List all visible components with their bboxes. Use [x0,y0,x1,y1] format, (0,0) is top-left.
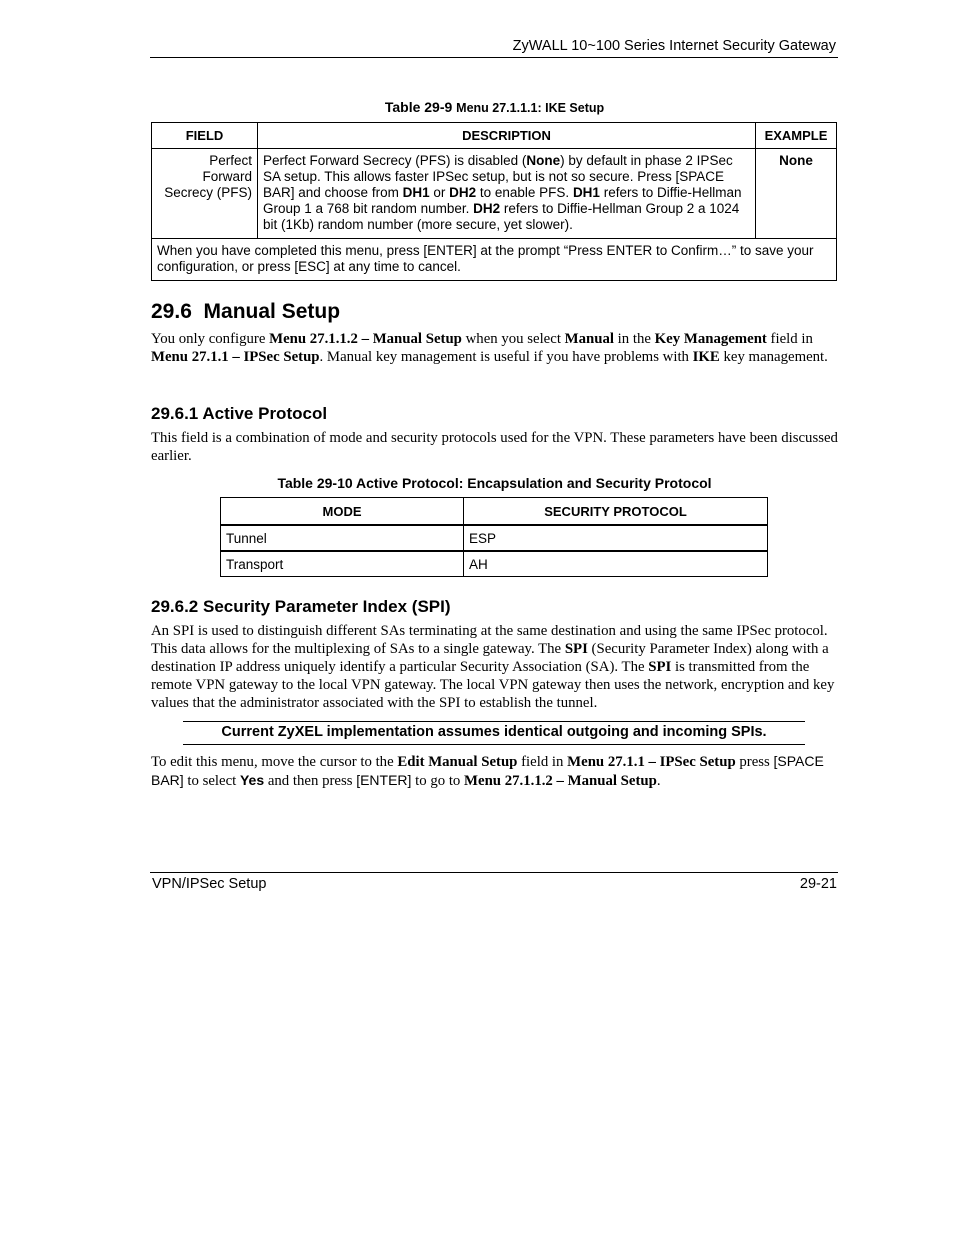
table1-header-field: FIELD [152,123,258,149]
table1-header-description: DESCRIPTION [258,123,756,149]
active-protocol-text: This field is a combination of mode and security protocols used for the VPN. These parameters have been discussed earlier. [151,430,838,464]
desc-text: or [429,185,450,200]
section-title: Manual Setup [203,300,341,323]
desc-text: ) by default in phase 2 IPSec SA setup. This allows faster IPSec setup, but is not so secure. Press [SPACE BAR] and choose from [263,153,733,200]
edit-text: press [735,754,774,770]
intro-text: when you select [461,331,565,347]
intro-bold: Key Management [654,331,767,347]
intro-text: key management. [719,349,828,365]
desc-bold: None [526,153,561,168]
table2-mode-cell: Transport [221,551,464,577]
table2-mode-cell: Tunnel [221,525,464,551]
edit-bold: Menu 27.1.1.2 – Manual Setup [464,773,657,789]
intro-text: You only configure [151,331,270,347]
footer-rule [150,872,838,873]
desc-text: Perfect Forward Secrecy (PFS) is disabled ( [263,153,527,168]
table2-header-mode: MODE [221,498,464,526]
spi-text-part: (Security Parameter Index) along with a destination IP address uniquely identify a particular Security Association (SA). The [151,641,829,675]
table1-description-cell [258,149,756,239]
edit-bold: Menu 27.1.1 – IPSec Setup [567,754,736,770]
table1-field-cell: Perfect Forward Secrecy (PFS) [152,149,258,239]
page-header-title: ZyWALL 10~100 Series Internet Security Gateway [512,38,836,54]
desc-text: refers to Diffie-Hellman Group 2 a 1024 bit (1Kb) random number (more secure, yet slower). [263,201,740,232]
section-heading [151,300,340,324]
table2-header-row [221,498,768,526]
edit-text: To edit this menu, move the cursor to the [151,754,398,770]
intro-bold: Menu 27.1.1 – IPSec Setup [151,349,320,365]
section-number: 29.6 [151,300,192,323]
table1-caption-rest: Menu 27.1.1.1: IKE Setup [456,101,605,115]
table-row [221,551,768,577]
table1-header-row [152,123,837,149]
footer-section-name: VPN/IPSec Setup [152,876,267,892]
table1-caption [152,99,837,115]
intro-bold: IKE [692,349,720,365]
table1-header-example: EXAMPLE [756,123,837,149]
edit-text: and then press [264,773,357,789]
edit-text: field in [517,754,568,770]
table1-footer-row [152,239,837,281]
subsection-active-protocol-heading: 29.6.1 Active Protocol [151,404,328,423]
spi-note: Current ZyXEL implementation assumes identical outgoing and incoming SPIs. [183,721,805,745]
edit-bold-yes: Yes [239,772,265,788]
table1-example-cell: None [756,149,837,239]
edit-text: . [656,773,661,789]
table2-protocol-cell: ESP [464,525,768,551]
table-row [152,149,837,239]
desc-bold: DH2 [473,201,501,216]
edit-bold: Edit Manual Setup [397,754,518,770]
table2-header-security-protocol: SECURITY PROTOCOL [464,498,768,526]
ike-setup-table [151,122,837,281]
table-row [221,525,768,551]
spi-text-part: An SPI is used to distinguish different SAs terminating at the same destination and using the same IPSec protocol. This data allows for the multiplexing of SAs to a single gateway. The [151,623,828,657]
intro-text: in the [613,331,655,347]
header-rule [150,57,838,58]
desc-bold: DH1 [402,185,430,200]
spi-bold: SPI [564,641,588,657]
table1-footer-note: When you have completed this menu, press [ENTER] at the prompt “Press ENTER to Confirm…” to save your configuration, or press [ESC] at any time to cancel. [152,239,837,281]
manual-setup-intro [151,330,839,366]
subsection-spi-heading: 29.6.2 Security Parameter Index (SPI) [151,597,451,616]
desc-bold: DH1 [572,185,600,200]
desc-text: to enable PFS. [476,185,573,200]
intro-text: . Manual key management is useful if you have problems with [319,349,693,365]
intro-bold: Manual [564,331,614,347]
spi-text-part: is transmitted from the remote VPN gateway to the local VPN gateway. The local VPN gateway then uses the network, encryption and key values that the administrator associated with the SPI to establish the tunnel. [151,659,835,711]
edit-text: to go to [411,773,465,789]
page-number: 29-21 [799,876,837,892]
desc-text: refers to Diffie-Hellman Group 1 a 768 bit random number. [263,185,742,216]
key-enter: [ENTER] [356,772,412,788]
spi-text [151,622,839,712]
active-protocol-table [220,497,768,577]
table1-caption-prefix: Table 29-9 [384,99,453,115]
edit-menu-instructions [151,752,839,790]
intro-text: field in [766,331,813,347]
key-space-bar: [SPACE BAR] [151,753,824,788]
edit-text: to select [183,773,240,789]
table2-protocol-cell: AH [464,551,768,577]
spi-bold: SPI [648,659,672,675]
table2-caption: Table 29-10 Active Protocol: Encapsulation and Security Protocol [277,475,712,491]
intro-bold: Menu 27.1.1.2 – Manual Setup [269,331,462,347]
desc-bold: DH2 [449,185,477,200]
